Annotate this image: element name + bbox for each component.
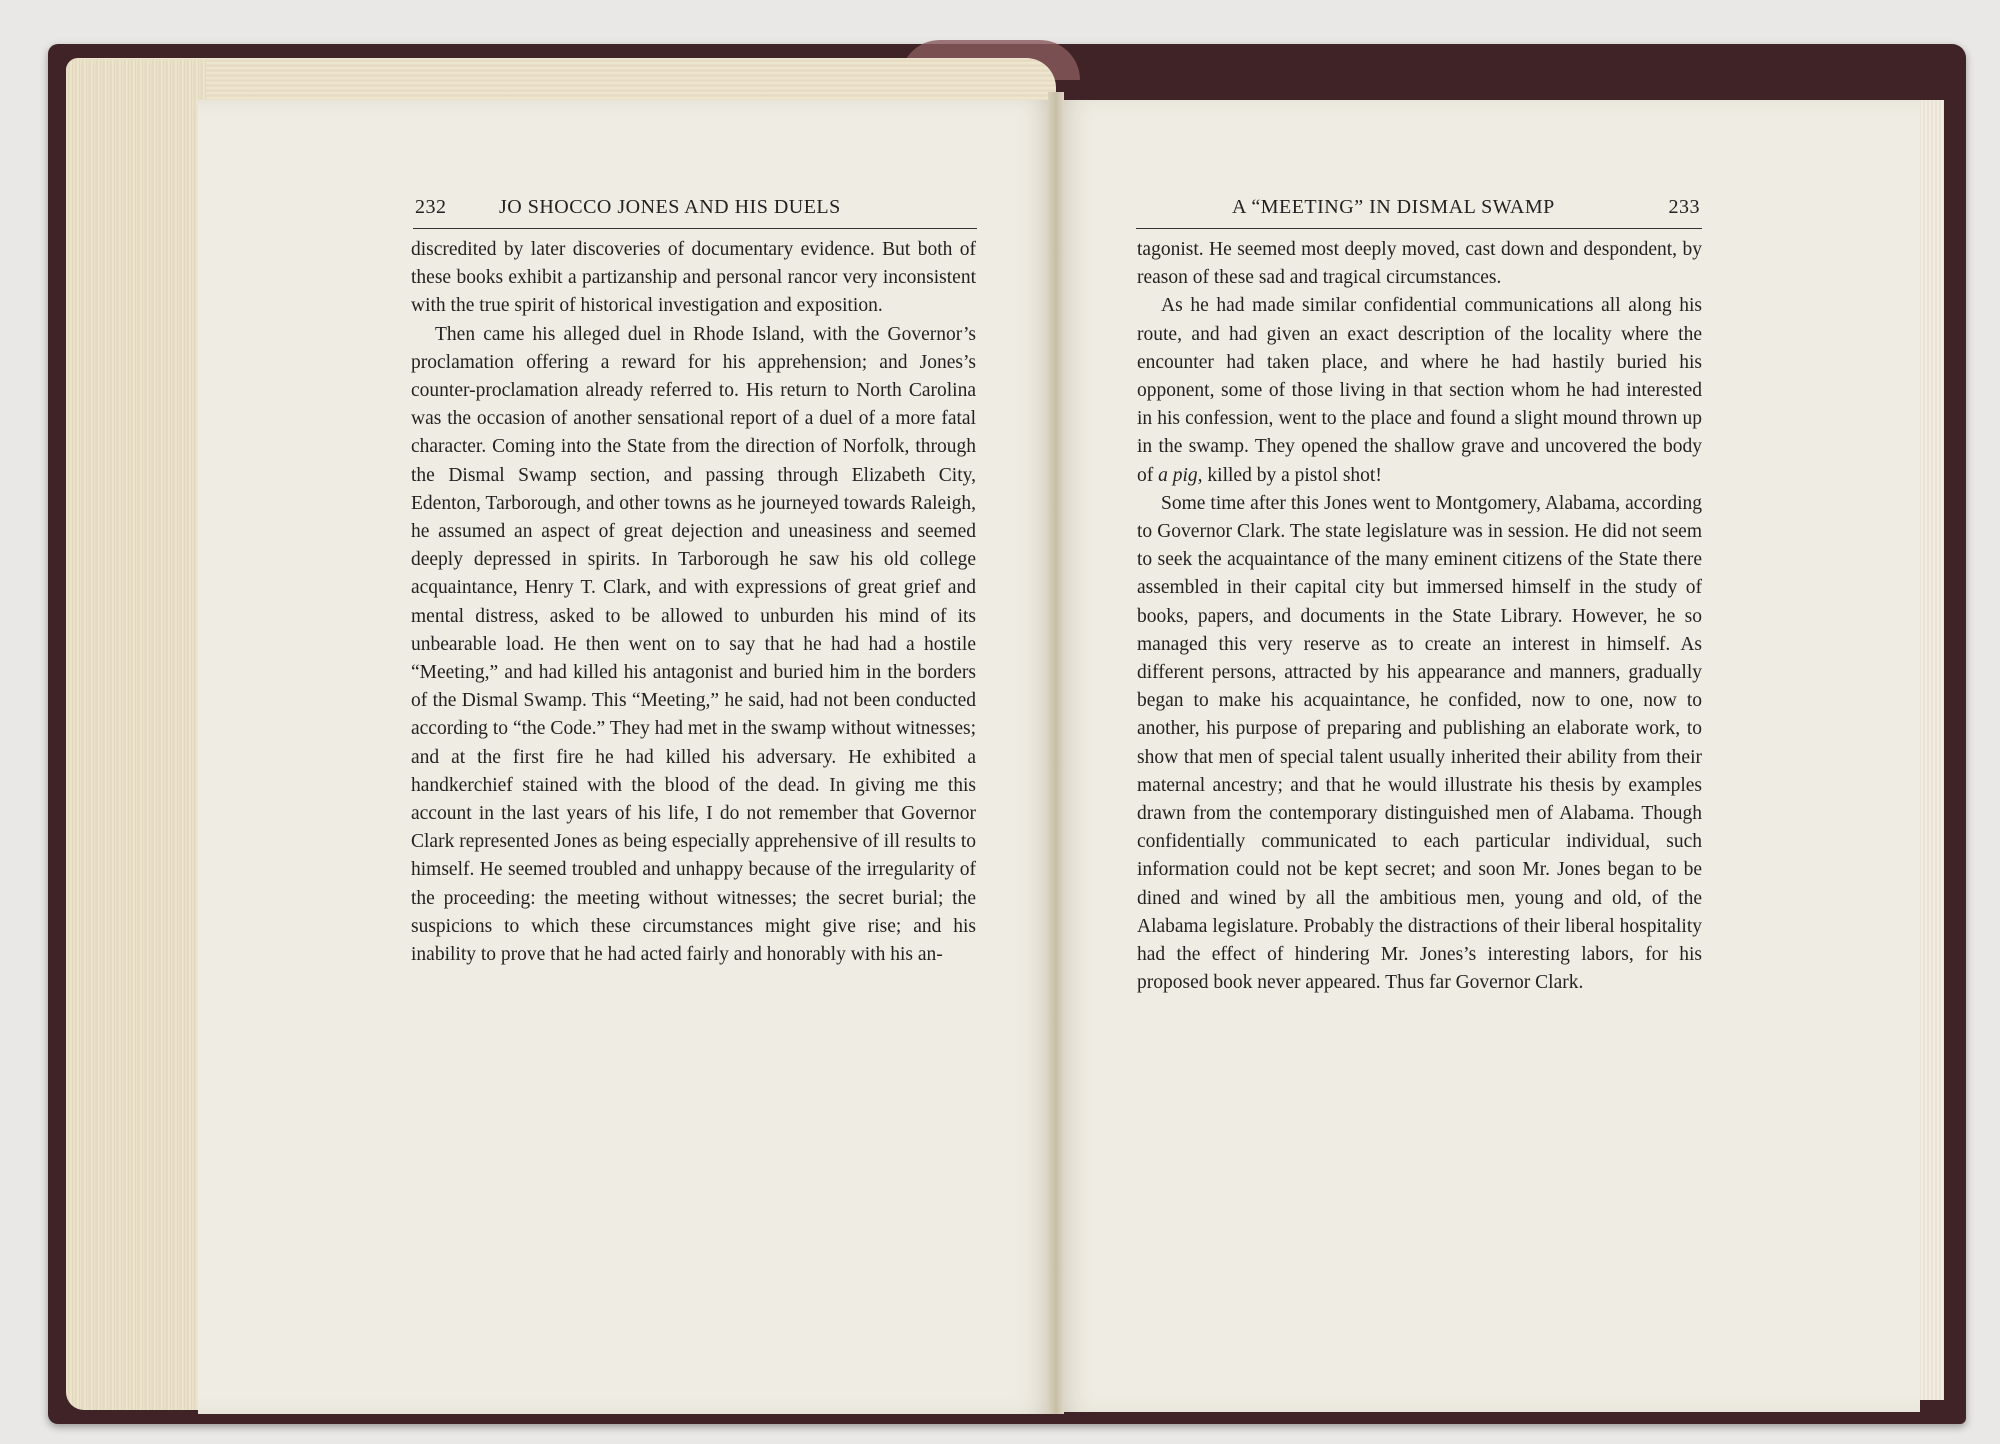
paragraph-text: As he had made similar confidential communications all along his route, and had given an exact description of the locality where the encounter had taken place, and where he had hastily buried his opponent, some of those living in that section whom he had interested in his confession, went to the place and found a slight mound thrown up in the swamp. They opened the shallow grave and uncovered the body of (1137, 295, 1702, 486)
right-running-title: A “MEETING” IN DISMAL SWAMP (1232, 196, 1555, 218)
left-page-body (411, 236, 976, 969)
left-running-title: JO SHOCCO JONES AND HIS DUELS (499, 196, 841, 218)
paragraph (1137, 292, 1702, 489)
page-stack-right-edge (1918, 100, 1944, 1400)
paragraph-text: killed by a pistol shot! (1207, 464, 1382, 486)
paragraph: Some time after this Jones went to Montgomery, Alabama, according to Governor Clark. The state legislature was in session. He did not seem to seek the acquaintance of the many eminent citizens of the State there assembled in their capital city but immersed himself in the study of books, papers, and documents in the State Library. However, he so managed this very reserve as to create an interest in himself. As different persons, attracted by his appearance and manners, gradually began to make his acquaintance, he confided, now to one, now to another, his purpose of preparing and publishing an elaborate work, to show that men of special talent usually inherited their ability from their maternal ancestry; and that he would illustrate his thesis by examples drawn from the contemporary distinguished men of Alabama. Though confidentially communicated to each particular individual, such information could not be kept secret; and soon Mr. Jones began to be dined and wined by all the ambitious men, young and old, of the Alabama legislature. Probably the distractions of their liberal hospitality had the effect of hindering Mr. Jones’s interesting labors, for his proposed book never appeared. Thus far Governor Clark. (1137, 492, 1702, 994)
paragraph: Then came his alleged duel in Rhode Island, with the Governor’s proclamation offering a reward for his apprehension; and Jones’s counter-proclamation already referred to. His return to North Carolina was the occasion of another sensational report of a duel of a more fatal character. Coming into the State from the direction of Norfolk, through the Dismal Swamp section, and passing through Elizabeth City, Edenton, Tarborough, and other towns as he journeyed towards Raleigh, he assumed an aspect of great dejection and uneasiness and seemed deeply depressed in spirits. In Tarborough he saw his old college acquaintance, Henry T. Clark, and with expressions of great grief and mental distress, asked to be allowed to unburden his mind of its unbearable load. He then went on to say that he had had a hostile “Meeting,” and had killed his antagonist and buried him in the borders of the Dismal Swamp. This “Meeting,” he said, had not been conducted according to “the Code.” They had met in the swamp without witnesses; and at the first fire he had killed his adversary. He exhibited a handkerchief stained with the blood of the dead. In giving me this account in the last years of his life, I do not remember that Governor Clark represented Jones as being especially apprehensive of ill results to himself. He seemed troubled and unhappy because of the irregularity of the proceeding: the meeting without witnesses; the secret burial; the suspicions to which these circumstances might give rise; and his inability to prove that he had acted fairly and honorably with his an- (411, 323, 976, 966)
paragraph: tagonist. He seemed most deeply moved, cast down and despondent, by reason of these sad and tragical circumstances. (1137, 239, 1702, 289)
italic-phrase: a pig, (1158, 464, 1203, 486)
book-gutter (1048, 92, 1064, 1414)
paragraph: discredited by later discoveries of documentary evidence. But both of these books exhibit a partizanship and personal rancor very inconsistent with the true spirit of historical investigation and exposition. (411, 239, 976, 317)
right-running-header (1136, 196, 1702, 229)
left-page-number: 232 (415, 196, 447, 218)
page-stack-left-edge (66, 60, 206, 1410)
right-page-number: 233 (1668, 196, 1700, 218)
right-page-body (1137, 236, 1702, 997)
left-running-header (413, 196, 977, 229)
